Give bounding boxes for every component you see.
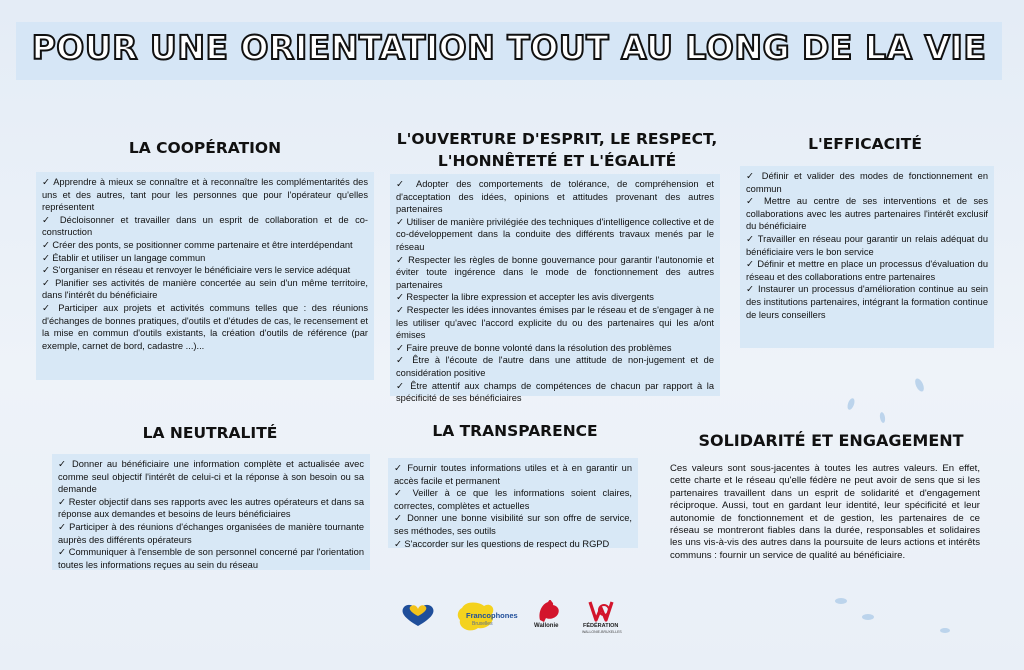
list-item: ✓ Créer des ponts, se positionner comme partenaire et être interdépendant: [42, 239, 353, 250]
decor-drop: [913, 377, 925, 393]
page-title: POUR UNE ORIENTATION TOUT AU LONG DE LA VIE: [31, 28, 987, 67]
list-item: ✓ S'accorder sur les questions de respect du RGPD: [394, 538, 610, 549]
wallonie-rooster-icon: [536, 600, 562, 622]
federation-logo: [582, 600, 622, 636]
wallonie-logo: [534, 600, 564, 634]
heading-ouverture-line2: L'HONNÊTETÉ ET L'ÉGALITÉ: [437, 152, 677, 170]
list-item: ✓ Respecter la libre expression et accepter les avis divergents: [396, 292, 654, 303]
list-item: ✓ Définir et mettre en place un processus d'évaluation du réseau et des collaborations entre partenaires: [746, 259, 988, 282]
box-efficacite: [740, 166, 994, 348]
francophones-sub-label: Bruxelles: [472, 621, 493, 627]
list-item: ✓ Décloisonner et travailler dans un esprit de collaboration et de co-construction: [42, 214, 368, 238]
list-item: ✓ Faire preuve de bonne volonté dans la résolution des problèmes: [396, 342, 672, 353]
wallonie-label: Wallonie: [534, 623, 559, 629]
decor-drop: [879, 412, 886, 424]
list-item: ✓ Utiliser de manière privilégiée des techniques d'intelligence collective et de co-développement dans la conduite des différents travaux menés par le réseau: [396, 216, 714, 252]
box-ouverture: [390, 174, 720, 404]
list-item: ✓ Participer à des réunions d'échanges organisées de manière tournante auprès des différents opérateurs: [58, 521, 364, 545]
list-item: ✓ Définir et valider des modes de fonctionnement en commun: [746, 171, 988, 194]
list-item: ✓ Rester objectif dans ses rapports avec les autres opérateurs et dans sa réponse aux demandes et besoins de leurs bénéficiaires: [58, 496, 364, 520]
heart-logo-icon: [398, 602, 438, 628]
list-item: ✓ Respecter les règles de bonne gouvernance pour garantir l'autonomie et éviter toute ingérence dans le mode de fonctionnement des autres partenaires: [396, 254, 714, 290]
list-item: ✓ Être à l'écoute de l'autre dans une attitude de non-jugement et de considération positive: [396, 355, 714, 378]
list-item: ✓ Apprendre à mieux se connaître et à reconnaître les complémentarités des uns et des autres, tant pour les personnes que pour l'opérateur qu'elles représentent: [42, 177, 368, 213]
box-cooperation: [36, 172, 374, 380]
francophones-logo: [456, 600, 522, 634]
heading-ouverture-line1: L'OUVERTURE D'ESPRIT, LE RESPECT,: [396, 130, 718, 148]
list-item: ✓ Instaurer un processus d'amélioration continue au sein des institutions partenaires, intégrant la formation continue de leurs conseillers: [746, 284, 988, 320]
list-item: ✓ Planifier ses activités de manière concertée au sein d'un même territoire, dans l'intérêt du bénéficiaire: [42, 277, 368, 301]
heading-solidarite: SOLIDARITÉ ET ENGAGEMENT: [698, 431, 964, 450]
list-item: ✓ Donner au bénéficiaire une information complète et actualisée avec comme seul objectif l'intérêt de celui-ci et la réponse à son besoin ou sa demande: [58, 459, 364, 495]
heading-cooperation: LA COOPÉRATION: [128, 139, 282, 157]
list-item: ✓ Travailler en réseau pour garantir un relais adéquat du bénéficiaire vers le bon service: [746, 233, 988, 257]
list-item: ✓ Mettre au centre de ses interventions et de ses collaborations avec les autres partenaires l'intérêt exclusif du bénéficiaire: [746, 196, 988, 232]
list-item: ✓ Donner une bonne visibilité sur son offre de service, ses méthodes, ses outils: [394, 513, 632, 536]
federation-sub-label: WALLONIE-BRUXELLES: [582, 630, 622, 634]
heading-efficacite: L'EFFICACITÉ: [808, 135, 922, 153]
federation-label: FÉDÉRATION: [583, 623, 619, 629]
decor-drop: [835, 598, 847, 604]
list-item: ✓ Adopter des comportements de tolérance, de compréhension et d'acceptation des idées, opinions et attitudes provenant des autres partenaires: [396, 179, 714, 215]
decor-drop: [940, 628, 950, 633]
francophones-label: Francophones: [466, 611, 518, 620]
solidarite-paragraph: Ces valeurs sont sous-jacentes à toutes les autres valeurs. En effet, cette charte et le réseau qu'elle fédère ne peut avoir de sens que si les partenaires travaillent dans un esprit de solidarité et d'engagement réciproque. Aussi, tout en gardant leur identité, leur spécificité et leur autonomie de fonctionnement et de gestion, les partenaires de ce réseau se montreront fiables dans la durée, responsables et solidaires les uns vis-à-vis des autres dans la poursuite de leurs actions et intérêts communs : fournir un service de qualité au bénéficiaire.: [670, 463, 980, 561]
list-item: ✓ Participer aux projets et activités communs telles que : des réunions d'échanges de bonnes pratiques, d'outils et d'études de cas, le recensement et la mise en commun d'outils existants, la création d'outils de référence (par exemple, carnet de bord, cadastre ...)...: [42, 302, 368, 351]
decor-drop: [846, 397, 856, 410]
heading-ouverture: [392, 128, 722, 172]
heading-transparence: LA TRANSPARENCE: [432, 422, 598, 440]
heading-neutralite: LA NEUTRALITÉ: [142, 424, 278, 442]
list-item: ✓ Respecter les idées innovantes émises par le réseau et de s'engager à ne les utiliser qu'avec l'accord explicite du ou des partenaires qui les a/ont émises: [396, 304, 714, 341]
box-neutralite: [52, 454, 370, 570]
heart-logo: [398, 602, 438, 628]
list-item: ✓ Veiller à ce que les informations soient claires, correctes, complètes et actuelles: [394, 488, 632, 511]
list-item: ✓ Fournir toutes informations utiles et à en garantir un accès facile et permanent: [394, 463, 632, 486]
list-item: ✓ Être attentif aux champs de compétences de chacun par rapport à la spécificité de ses bénéficiaires: [396, 380, 714, 404]
decor-drop: [862, 614, 874, 620]
list-item: ✓ Communiquer à l'ensemble de son personnel concerné par l'orientation toutes les informations reçues au sein du réseau: [58, 547, 364, 570]
list-item: ✓ S'organiser en réseau et renvoyer le bénéficiaire vers le service adéquat: [42, 265, 351, 276]
box-transparence: [388, 458, 638, 548]
federation-wb-icon: [588, 600, 614, 622]
list-item: ✓ Établir et utiliser un langage commun: [42, 252, 206, 263]
